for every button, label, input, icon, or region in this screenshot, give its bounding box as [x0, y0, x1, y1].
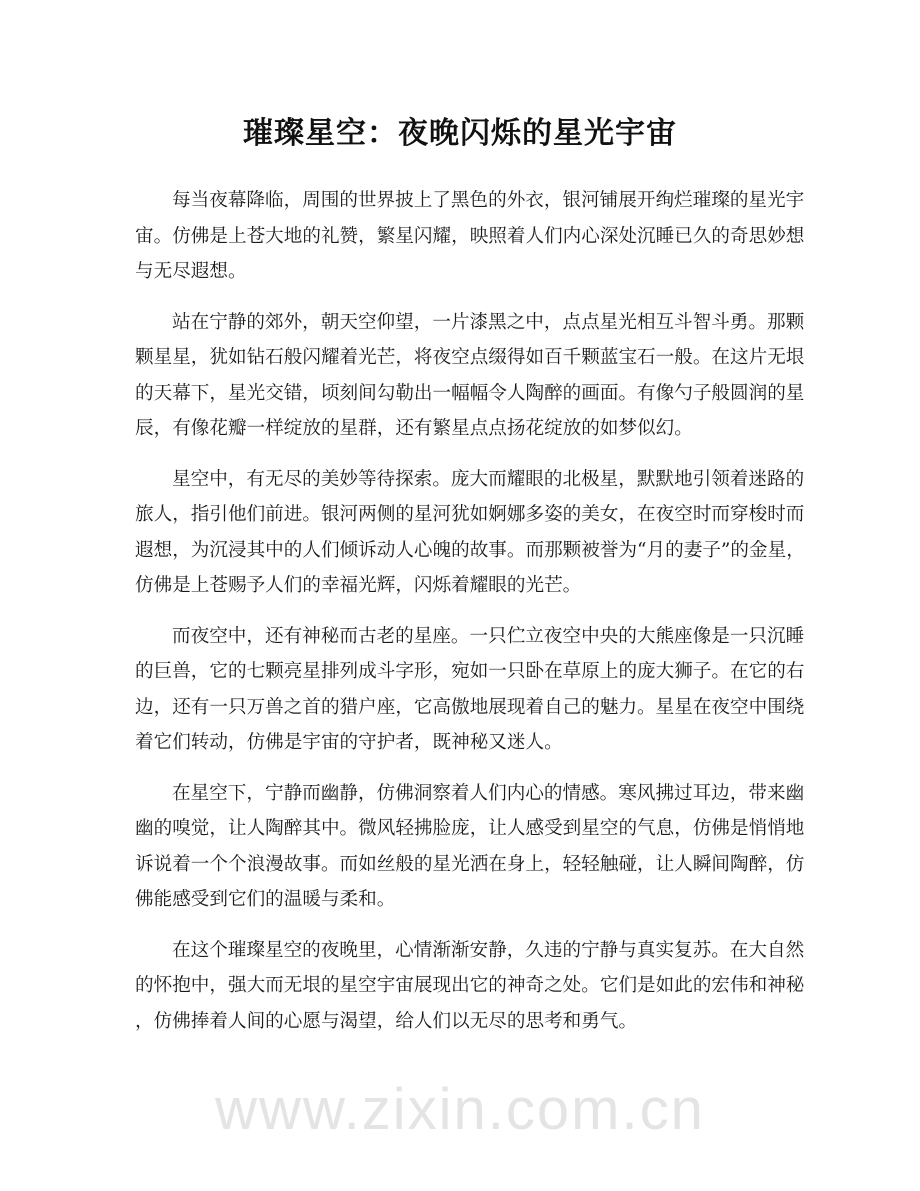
paragraph-line: 旅人，指引他们前进。银河两侧的星河犹如婀娜多姿的美女，在夜空时而穿梭时而	[135, 504, 805, 525]
paragraph-line: 遐想，为沉浸其中的人们倾诉动人心魄的故事。而那颗被誉为“月的妻子”的金星，	[135, 539, 805, 561]
paragraph-line: 的天幕下，星光交错，顷刻间勾勒出一幅幅令人陶醉的画面。有像勺子般圆润的星	[135, 382, 805, 404]
paragraph	[135, 619, 805, 761]
paragraph	[135, 933, 805, 1040]
paragraph-line: 站在宁静的郊外，朝天空仰望，一片漆黑之中，点点星光相互斗智斗勇。那颗	[172, 311, 805, 333]
document-body	[135, 183, 805, 1054]
paragraph-line: 幽的嗅觉，让人陶醉其中。微风轻拂脸庞，让人感受到星空的气息，仿佛是悄悄地	[135, 818, 805, 839]
paragraph-line: 边，还有一只万兽之首的猎户座，它高傲地展现着自己的魅力。星星在夜空中围绕	[135, 696, 805, 718]
paragraph-line: 在这个璀璨星空的夜晚里，心情渐渐安静，久违的宁静与真实复苏。在大自然	[172, 939, 805, 961]
paragraph-line: 仿佛是上苍赐予人们的幸福光辉，闪烁着耀眼的光芒。	[135, 575, 582, 596]
paragraph-line: 的巨兽，它的七颗亮星排列成斗字形，宛如一只卧在草原上的庞大狮子。在它的右	[135, 661, 805, 682]
paragraph-line: 佛能感受到它们的温暖与柔和。	[135, 889, 396, 910]
paragraph	[135, 462, 805, 604]
paragraph-line: 宙。仿佛是上苍大地的礼赞，繁星闪耀，映照着人们内心深处沉睡已久的奇思妙想	[135, 225, 805, 247]
paragraph-line: 而夜空中，还有神秘而古老的星座。一只伫立夜空中央的大熊座像是一只沉睡	[172, 625, 805, 647]
paragraph-line: 辰，有像花瓣一样绽放的星群，还有繁星点点扬花绽放的如梦似幻。	[135, 418, 693, 439]
paragraph-line: 着它们转动，仿佛是宇宙的守护者，既神秘又迷人。	[135, 732, 563, 753]
paragraph	[135, 305, 805, 447]
page-title: 璀璨星空：夜晚闪烁的星光宇宙	[243, 116, 677, 151]
paragraph-line: 星空中，有无尽的美妙等待探索。庞大而耀眼的北极星，默默地引领着迷路的	[172, 468, 805, 490]
paragraph-line: ，仿佛捧着人间的心愿与渴望，给人们以无尽的思考和勇气。	[135, 1010, 638, 1032]
watermark: www.zixin.com.cn	[215, 1077, 705, 1142]
paragraph-line: 在星空下，宁静而幽静，仿佛洞察着人们内心的情感。寒风拂过耳边，带来幽	[172, 782, 805, 804]
paragraph-line: 的怀抱中，强大而无垠的星空宇宙展现出它的神奇之处。它们是如此的宏伟和神秘	[135, 975, 805, 996]
paragraph-line: 颗星星，犹如钻石般闪耀着光芒，将夜空点缀得如百千颗蓝宝石一般。在这片无垠	[135, 347, 805, 368]
paragraph-line: 每当夜幕降临，周围的世界披上了黑色的外衣，银河铺展开绚烂璀璨的星光宇	[172, 190, 805, 211]
paragraph	[135, 183, 805, 290]
paragraph-line: 与无尽遐想。	[135, 261, 247, 282]
paragraph	[135, 776, 805, 918]
paragraph-line: 诉说着一个个浪漫故事。而如丝般的星光洒在身上，轻轻触碰，让人瞬间陶醉，仿	[135, 853, 805, 875]
